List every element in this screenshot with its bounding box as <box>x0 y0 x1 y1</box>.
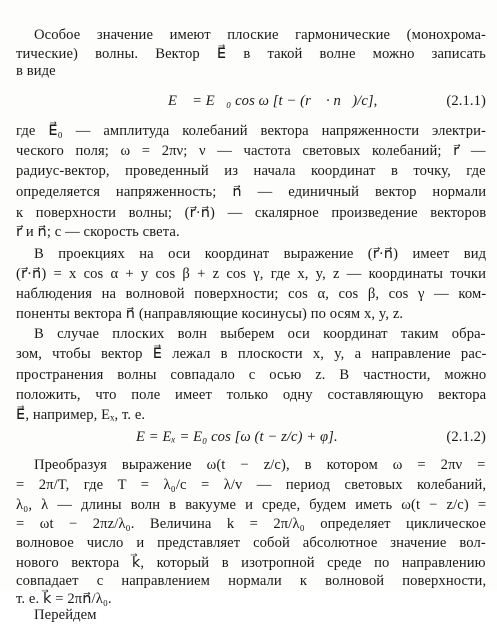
text-line: наблюдения на волновой поверхности; cos α, cos β, cos γ — ком- <box>16 286 487 302</box>
text-line: Преобразуя выражение ω(t − z/c), в котором ω = 2πν = <box>34 457 486 473</box>
text-line: нового вектора k⃗, который в изотропной среде по направлению <box>16 555 486 571</box>
text-line: В случае плоских волн выберем оси координат таким обра- <box>34 326 486 342</box>
text-line: = 2π/T, где T = λ₀/c = λ/v — период световых колебаний, <box>16 477 487 493</box>
text-line: тические) волны. Вектор E⃗ в такой волне можно записать <box>16 46 486 62</box>
text-line: волновое число и представляет собой абсолютное значение вол- <box>16 535 486 551</box>
equation-number: (2.1.1) <box>446 93 486 109</box>
text-line: E⃗, например, Eₓ, т. е. <box>16 407 146 423</box>
text-line: поненты вектора n⃗ (направляющие косинусы) по осям x, y, z. <box>16 306 404 322</box>
text-line: совпадает с направлением нормали к волновой поверхности, <box>16 573 487 589</box>
text-line: Особое значение имеют плоские гармонические (монохрома- <box>34 27 486 43</box>
equation-2-1-2 <box>16 428 486 450</box>
text-line: пространения волны совпадало с осью z. В частности, можно <box>16 367 487 383</box>
equation-formula: E = Eₓ = E₀ cos [ω (t − z/c) + φ]. <box>136 429 338 445</box>
equation-2-1-1 <box>16 92 486 114</box>
text-line: положить, что поле имеет только одну составляющую вектора <box>16 387 487 403</box>
text-line: ческого поля; ω = 2πν; ν — частота световых колебаний; r⃗ — <box>16 143 486 159</box>
equation-formula: E⃗ = E⃗₀ cos ω [t − (r⃗ · n⃗)/c], <box>168 93 378 109</box>
text-line: т. е. k⃗ = 2πn⃗/λ₀. <box>16 591 112 607</box>
text-line: (r⃗·n⃗) = x cos α + y cos β + z cos γ, где x, y, z — координаты точки <box>16 266 487 282</box>
text-line: зом, чтобы вектор E⃗ лежал в плоскости x, y, а направление рас- <box>16 346 487 362</box>
text-line: в виде <box>16 63 56 79</box>
text-line: радиус-вектор, проведенный из начала координат в точку, где <box>16 163 486 179</box>
text-line: Перейдем <box>34 607 97 623</box>
text-line: = ωt − 2πz/λ₀. Величина k = 2π/λ₀ определяет циклическое <box>16 516 486 532</box>
text-line: определяется напряженность; n⃗ — единичный вектор нормали <box>16 184 487 200</box>
equation-number: (2.1.2) <box>446 429 486 445</box>
text-line: r⃗ и n⃗; c — скорость света. <box>16 224 180 240</box>
text-line: к поверхности волны; (r⃗·n⃗) — скалярное произведение векторов <box>16 205 487 221</box>
text-line: λ₀, λ — длины волн в вакууме и среде, будем иметь ω(t − z/c) = <box>16 497 487 513</box>
text-line: В проекциях на оси координат выражение (r⃗·n⃗) имеет вид <box>34 246 487 262</box>
text-line: где E⃗₀ — амплитуда колебаний вектора напряженности электри- <box>16 123 486 139</box>
